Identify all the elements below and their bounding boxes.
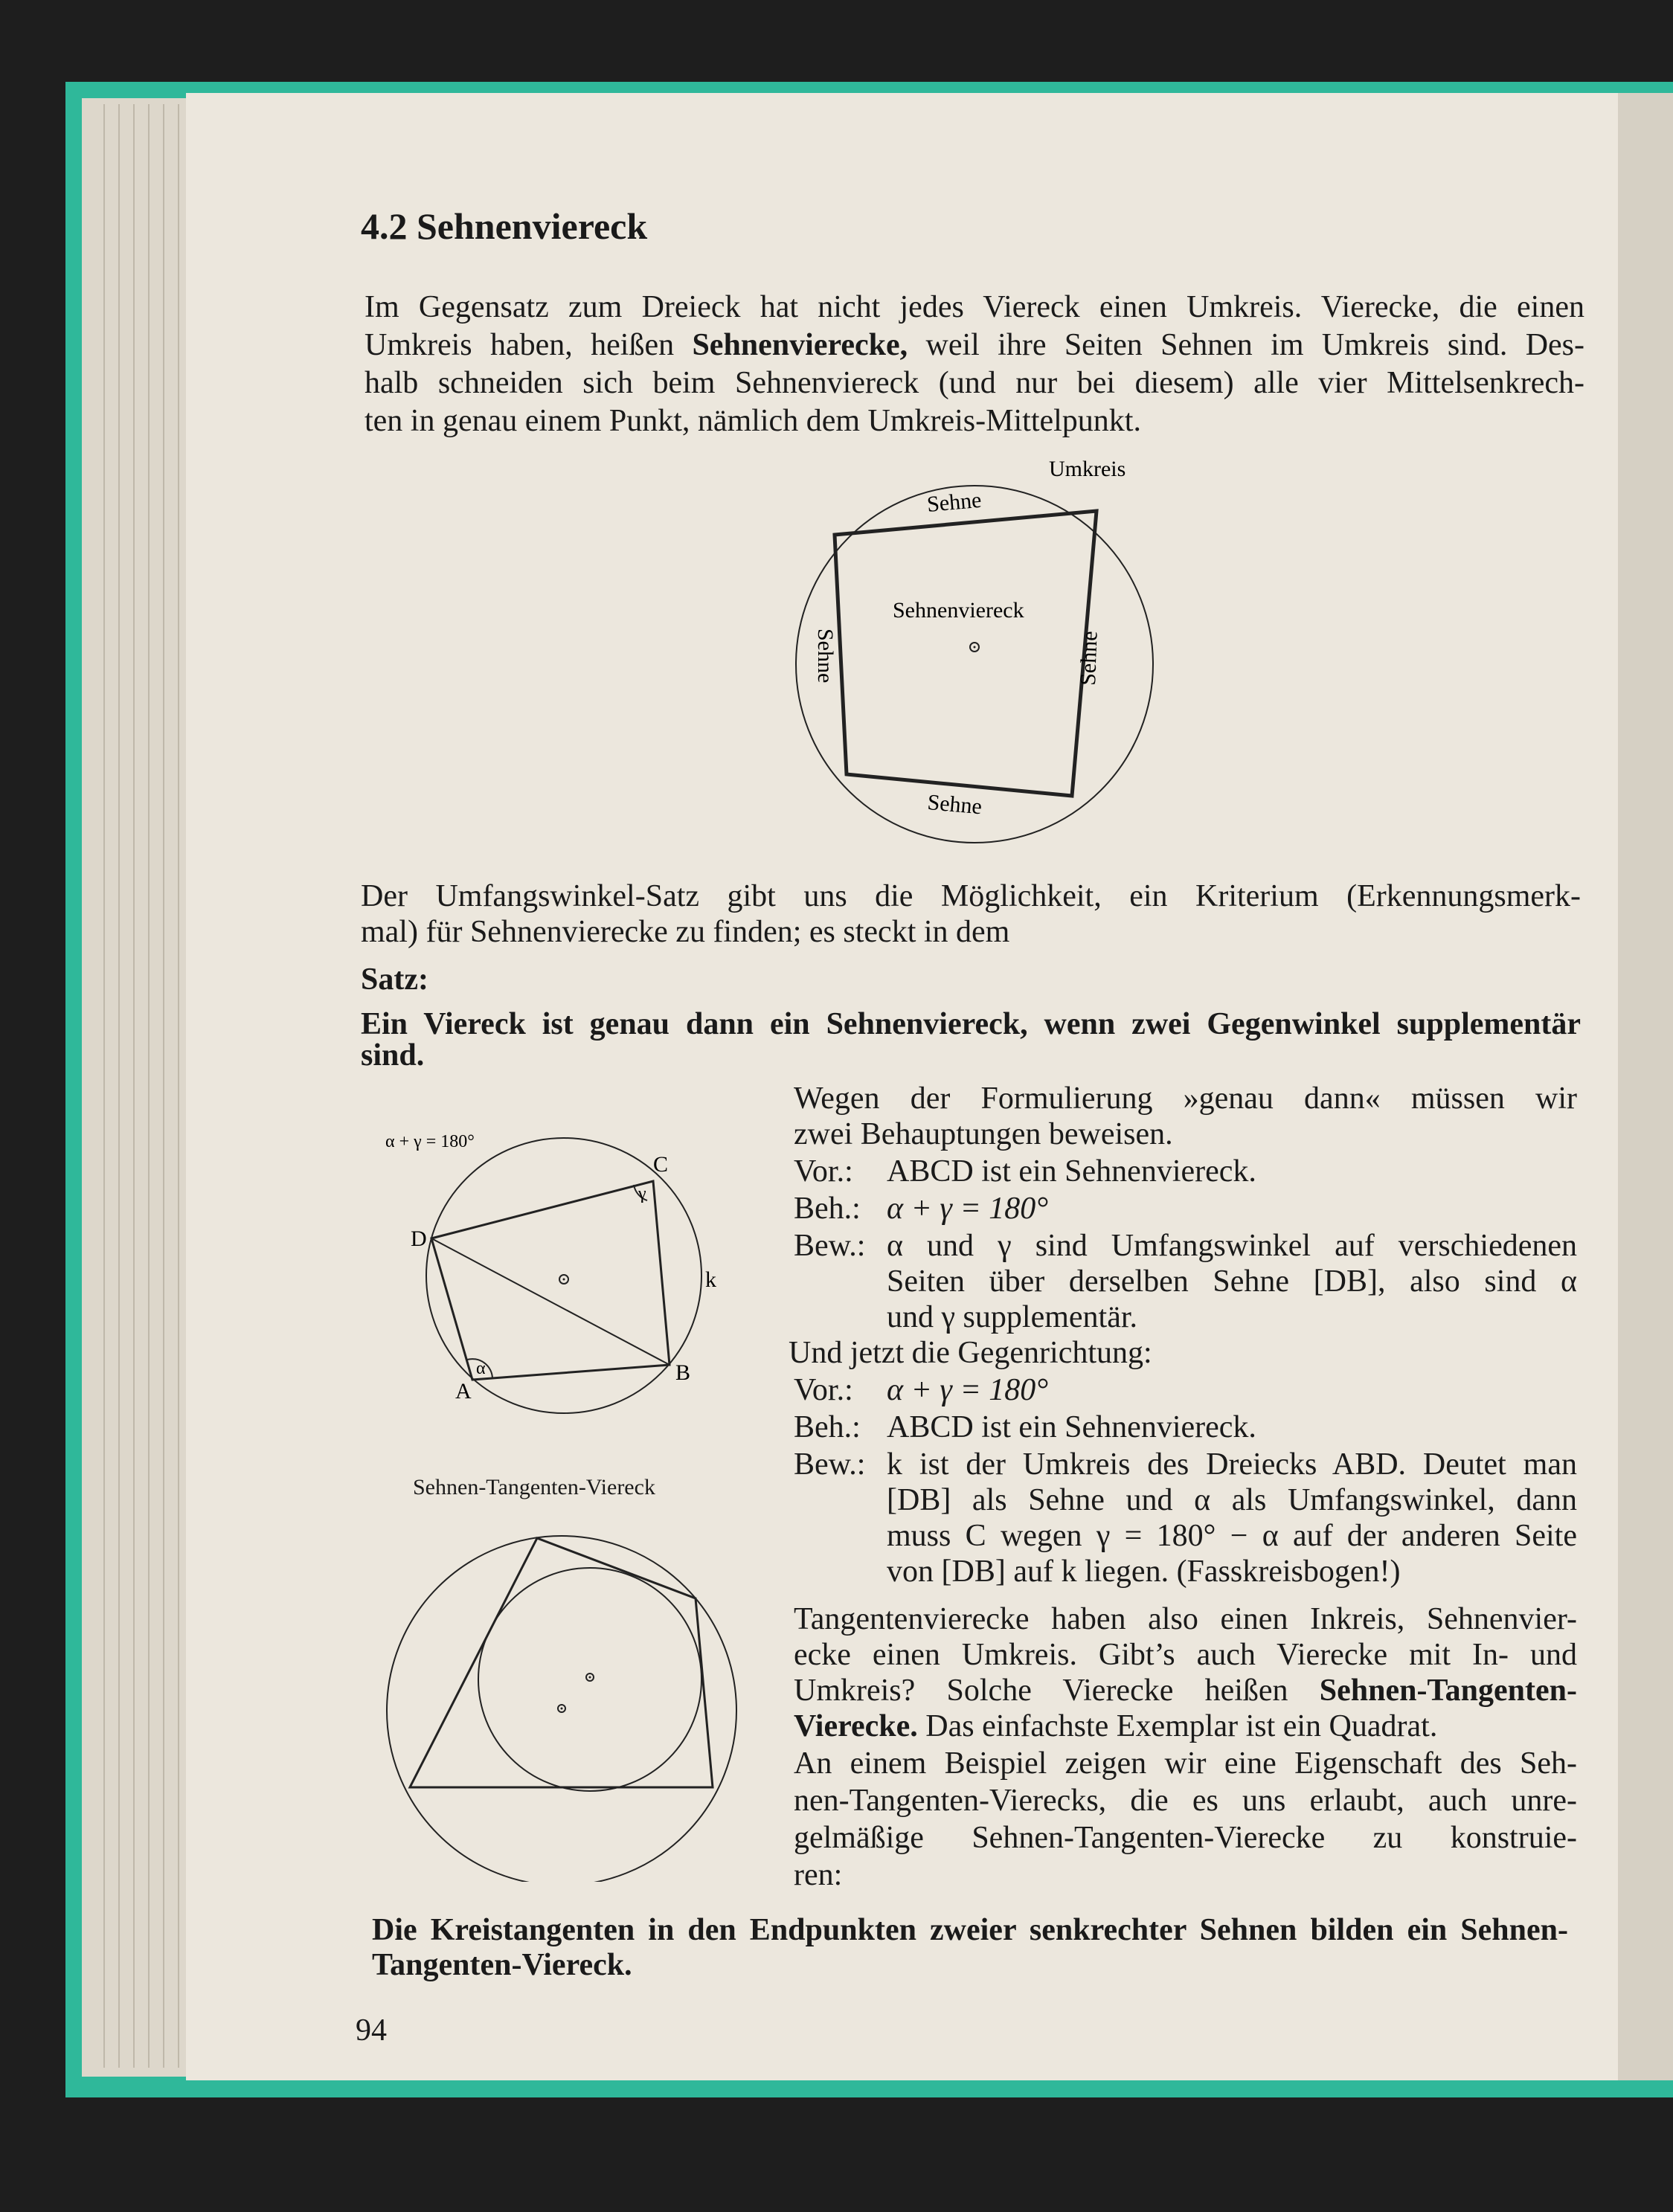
bew2-line-2: [DB] als Sehne und α als Umfangswinkel, dann (887, 1483, 1577, 1517)
tangential-more-1: An einem Beispiel zeigen wir eine Eigenschaft des Seh- (794, 1746, 1577, 1781)
tangential-line-3 (794, 1672, 1577, 1710)
beh2-text: ABCD ist ein Sehnenviereck. (887, 1410, 1256, 1444)
tangential-line-4-rest: Das einfachste Exemplar ist ein Quadrat. (925, 1709, 1438, 1743)
diagonal-db (431, 1238, 669, 1365)
label-sehne-right: Sehne (1076, 630, 1102, 687)
intro-line-2-rest: weil ihre Seiten Sehnen im Umkreis sind. Des- (925, 328, 1585, 362)
label-c: C (653, 1152, 669, 1177)
converse-intro: Und jetzt die Gegenrichtung: (789, 1336, 1152, 1370)
proof-intro-2: zwei Behauptungen beweisen. (794, 1117, 1173, 1151)
theorem-line-2: sind. (361, 1038, 425, 1073)
chord-1 (537, 1538, 713, 1787)
intro-line-2 (365, 327, 1584, 364)
intro-line-4: ten in genau einem Punkt, nämlich dem Umkreis-Mittelpunkt. (365, 404, 1141, 438)
intro-term-sehnenvierecke: Sehnenvierecke, (692, 328, 908, 362)
label-bew-2: Bew.: (794, 1447, 866, 1482)
term-sehnen-tangenten: Sehnen-Tangenten- (1319, 1674, 1577, 1708)
bew-line-2: Seiten über derselben Sehne [DB], also sind α (887, 1264, 1577, 1299)
label-d: D (411, 1226, 427, 1251)
label-bew: Bew.: (794, 1229, 866, 1263)
theorem-heading: Satz: (361, 962, 428, 997)
section-title: Sehnenviereck (417, 205, 648, 247)
label-gamma: γ (638, 1184, 646, 1203)
label-vor-2: Vor.: (794, 1373, 853, 1407)
tangential-line-2: ecke einen Umkreis. Gibt’s auch Vierecke mit In- und (794, 1638, 1577, 1672)
label-beh: Beh.: (794, 1192, 861, 1226)
label-umkreis: Umkreis (1049, 457, 1126, 481)
beh-text: α + γ = 180° (887, 1192, 1049, 1226)
figure-cyclic-quadrilateral (789, 454, 1175, 855)
label-k: k (705, 1267, 716, 1292)
intro-line-1: Im Gegensatz zum Dreieck hat nicht jedes Viereck einen Umkreis. Vierecke, die einen (365, 290, 1584, 324)
bew2-line-3: muss C wegen γ = 180° − α auf der anderen Seite (887, 1519, 1577, 1553)
label-b: B (675, 1360, 691, 1385)
proof-intro-1: Wegen der Formulierung »genau dann« müssen wir (794, 1081, 1577, 1116)
proof-block (790, 1080, 1577, 1764)
tangential-line-4 (794, 1708, 1577, 1746)
section-number: 4.2 (361, 205, 408, 247)
intro-line-2-prefix: Umkreis haben, heißen (365, 328, 675, 362)
label-sehne-top: Sehne (925, 487, 983, 517)
label-vor: Vor.: (794, 1154, 853, 1189)
label-sehne-bottom: Sehne (926, 790, 983, 820)
bew2-line-1: k ist der Umkreis des Dreiecks ABD. Deutet man (887, 1447, 1577, 1482)
bicentric-quadrilateral (410, 1538, 713, 1787)
label-alpha: α (476, 1359, 486, 1378)
label-beh-2: Beh.: (794, 1410, 861, 1444)
tangential-more-3: gelmäßige Sehnen-Tangenten-Vierecke zu konstruie- (794, 1821, 1577, 1855)
tangential-more-4: ren: (794, 1858, 843, 1892)
bew2-line-4: von [DB] auf k liegen. (Fasskreisbogen!) (887, 1554, 1401, 1589)
page-edges (82, 98, 193, 2077)
label-sehne-left: Sehne (813, 628, 838, 684)
intro-line-3: halb schneiden sich beim Sehnenviereck (und nur bei diesem) alle vier Mittelsenkrech- (365, 366, 1584, 400)
theorem-line-1: Ein Viereck ist genau dann ein Sehnenviereck, wenn zwei Gegenwinkel supplementär (361, 1007, 1581, 1041)
tangential-line-3-prefix: Umkreis? Solche Vierecke heißen (794, 1674, 1288, 1708)
section-heading (361, 205, 647, 248)
incircle (478, 1568, 701, 1791)
tangential-line-1: Tangentenvierecke haben also einen Inkreis, Sehnenvier- (794, 1602, 1577, 1636)
page-number: 94 (356, 2013, 387, 2048)
quadrilateral-abcd (431, 1181, 669, 1380)
final-theorem-line-2: Tangenten-Viereck. (372, 1948, 632, 1982)
label-a: A (455, 1379, 472, 1404)
criterion-line-2: mal) für Sehnenvierecke zu finden; es steckt in dem (361, 915, 1010, 949)
bew-line-3: und γ supplementär. (887, 1300, 1138, 1334)
tangential-more-2: nen-Tangenten-Vierecks, die es uns erlaubt, auch unre- (794, 1784, 1577, 1818)
vor2-text: α + γ = 180° (887, 1373, 1049, 1407)
bew-line-1: α und γ sind Umfangswinkel auf verschiedenen (887, 1229, 1577, 1263)
final-theorem-line-1: Die Kreistangenten in den Endpunkten zweier senkrechter Sehnen bilden ein Sehnen- (372, 1913, 1568, 1947)
figure-angle-proof (372, 1116, 729, 1428)
caption-sehnen-tangenten-viereck: Sehnen-Tangenten-Viereck (413, 1475, 655, 1499)
vor-text: ABCD ist ein Sehnenviereck. (887, 1154, 1256, 1189)
figure-bicentric-quadrilateral (383, 1525, 748, 1882)
caption-alpha-gamma: α + γ = 180° (385, 1132, 475, 1151)
label-sehnenviereck: Sehnenviereck (893, 598, 1024, 623)
criterion-line-1: Der Umfangswinkel-Satz gibt uns die Möglichkeit, ein Kriterium (Erkennungsmerk- (361, 879, 1581, 913)
term-vierecke: Vierecke. (794, 1709, 918, 1743)
quadrilateral (835, 511, 1096, 796)
